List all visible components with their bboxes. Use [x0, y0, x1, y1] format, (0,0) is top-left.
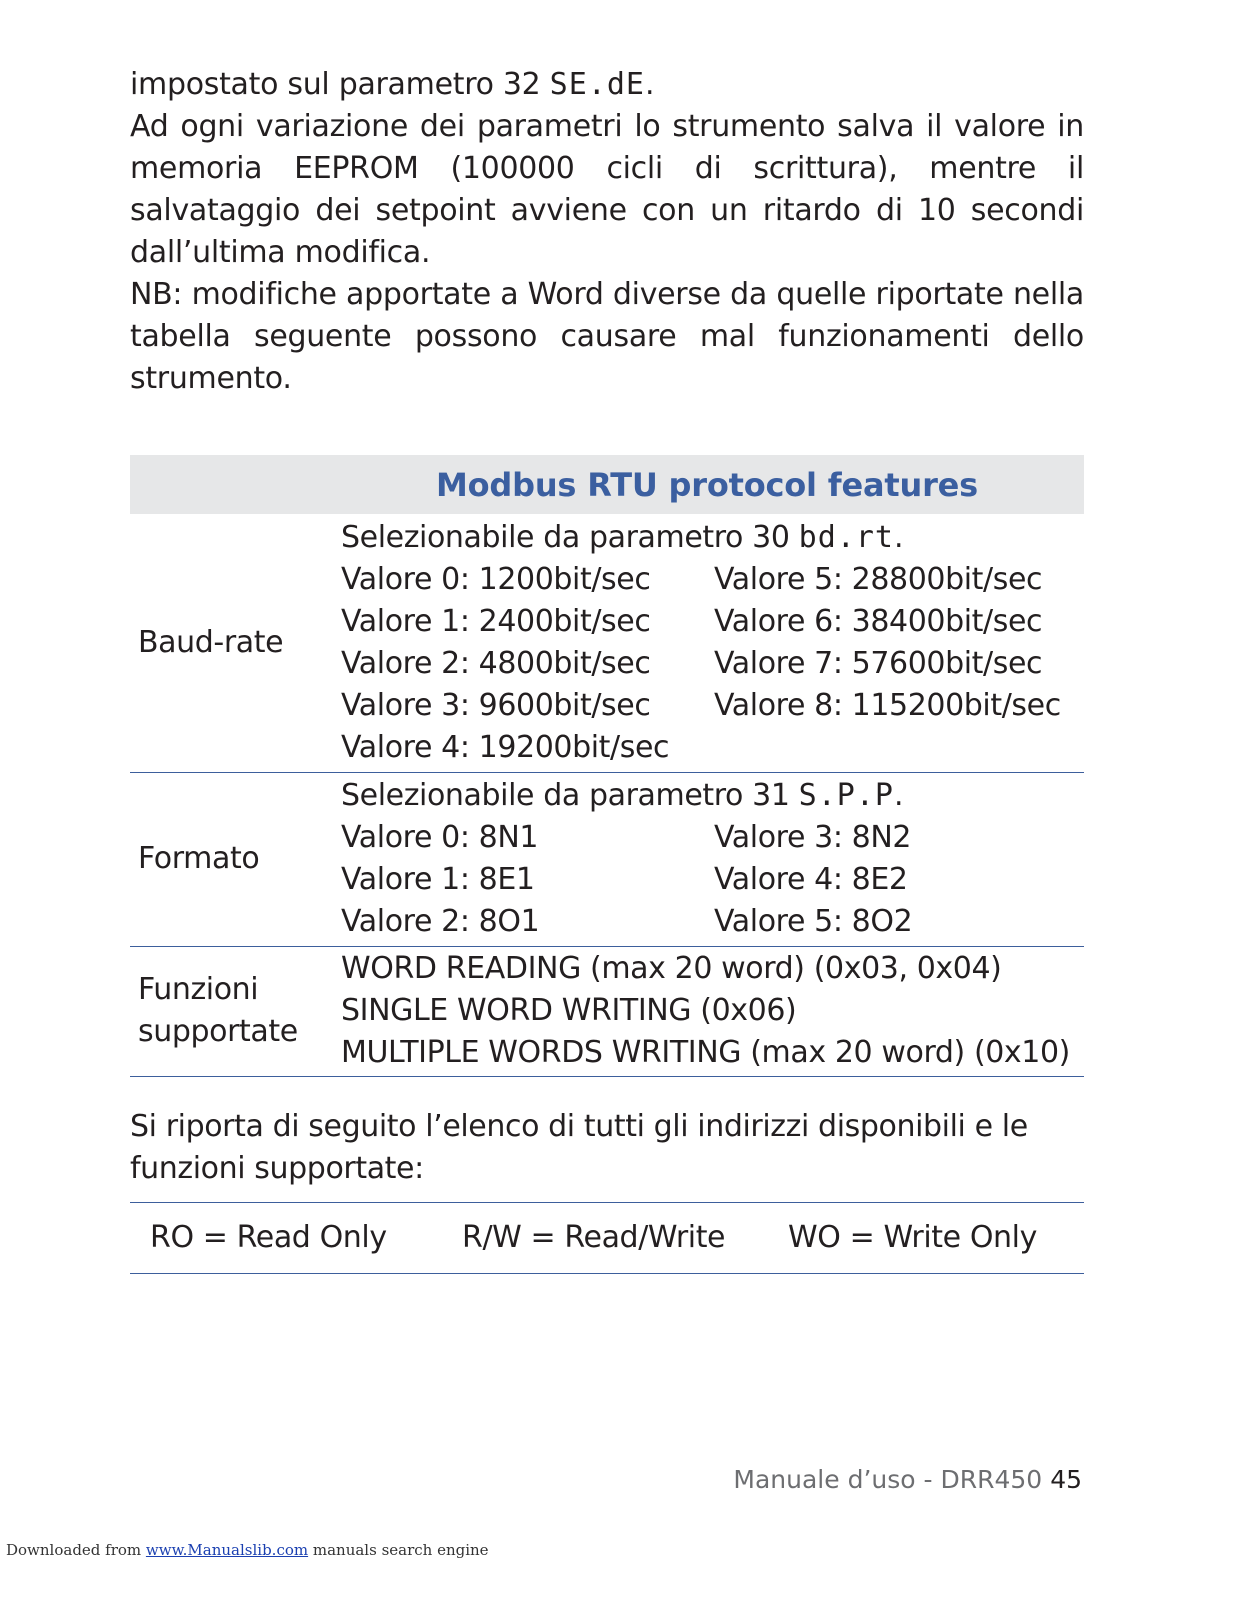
addresses-intro-text: Si riporta di seguito l’elenco di tutti gli indirizzi disponibili e le funzioni supportate: [130, 1109, 1028, 1186]
intro-text [130, 64, 1084, 400]
funzioni-label: Funzioni supportate [130, 946, 341, 1076]
intro-line-1: impostato sul parametro 32 SE.dE. [130, 67, 655, 102]
list-item: Valore 1: 2400bit/sec Valore 6: 38400bit/sec [341, 603, 1043, 639]
list-item: MULTIPLE WORDS WRITING (max 20 word) (0x10) [341, 1035, 1070, 1070]
baud-rate-label: Baud-rate [130, 514, 341, 772]
list-item: Valore 0: 8N1 Valore 3: 8N2 [341, 820, 912, 855]
list-item: Valore 2: 4800bit/sec Valore 7: 57600bit/sec [341, 645, 1043, 681]
manualslib-link[interactable]: www.Manualslib.com [145, 1541, 309, 1559]
baud-rate-intro: Selezionabile da parametro 30 bd.rt. [341, 519, 904, 555]
page-number: 45 [1050, 1465, 1082, 1494]
manual-page [130, 64, 1084, 1255]
funzioni-row [130, 946, 1084, 1076]
baud-rate-values [341, 514, 1084, 772]
intro-paragraph-eeprom: Ad ogni variazione dei parametri lo strumento salva il valore in memoria EEPROM (100000 cicli di scrittura), mentre il salvataggio dei setpoint avviene con un ritardo di 10 secondi dall’ultima modifica. [130, 109, 1084, 270]
list-item: Valore 3: 9600bit/sec Valore 8: 115200bit/sec [341, 687, 1061, 723]
modbus-features-table [130, 455, 1084, 1077]
legend-read-write: R/W = Read/Write [462, 1220, 726, 1255]
baud-rate-row [130, 514, 1084, 772]
manual-title: Manuale d’uso - DRR450 [733, 1465, 1043, 1494]
display-code-se-de: SE.dE [549, 67, 645, 102]
intro-paragraph-nb: NB: modifiche apportate a Word diverse da quelle riportate nella tabella seguente possono causare mal funzionamenti dello strumento. [130, 277, 1084, 396]
formato-intro: Selezionabile da parametro 31 S.P.P. [341, 778, 904, 813]
list-item: Valore 0: 1200bit/sec Valore 5: 28800bit/sec [341, 561, 1043, 597]
legend-read-only: RO = Read Only [150, 1220, 387, 1255]
list-item: SINGLE WORD WRITING (0x06) [341, 993, 797, 1028]
formato-values [341, 772, 1084, 946]
access-legend [130, 1202, 1084, 1274]
download-banner: Downloaded from www.Manualslib.com manuals search engine [6, 1541, 489, 1559]
display-code-bd-rt: bd.rt [798, 519, 894, 555]
list-item: Valore 1: 8E1 Valore 4: 8E2 [341, 862, 908, 897]
formato-row [130, 772, 1084, 946]
table-header-row [130, 455, 1084, 514]
list-item: Valore 4: 19200bit/sec [341, 729, 670, 765]
formato-label: Formato [130, 772, 341, 946]
list-item: Valore 2: 8O1 Valore 5: 8O2 [341, 904, 913, 939]
display-code-s-p-p: S.P.P [798, 778, 894, 813]
legend-write-only: WO = Write Only [788, 1220, 1037, 1255]
table-title: Modbus RTU protocol features [130, 455, 1084, 514]
page-footer [733, 1465, 1082, 1494]
list-item: WORD READING (max 20 word) (0x03, 0x04) [341, 951, 1002, 986]
funzioni-values [341, 946, 1084, 1076]
